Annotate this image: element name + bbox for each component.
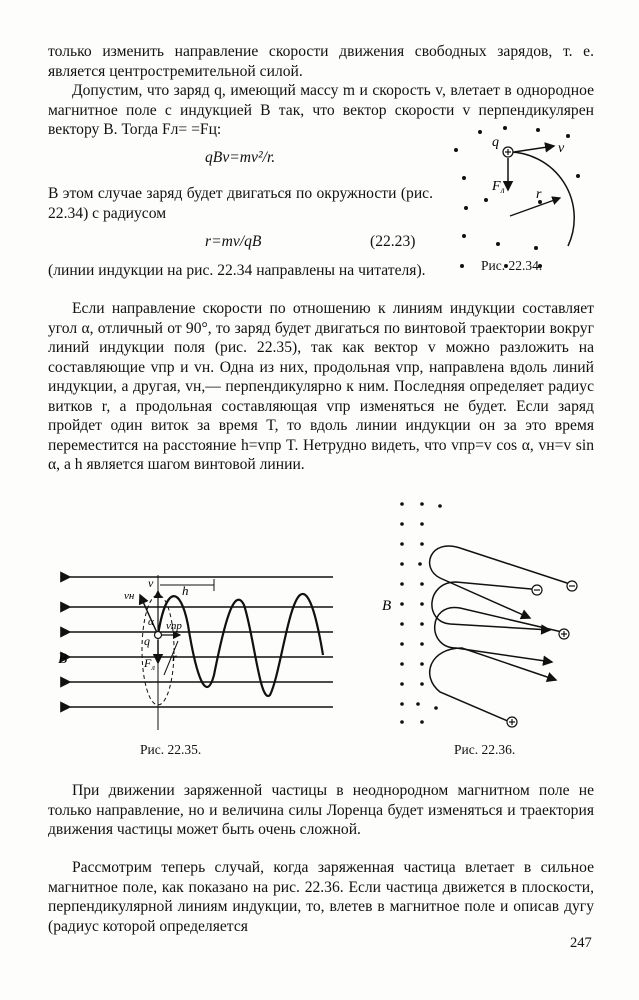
label-F: $F_л$ xyxy=(492,179,505,195)
paragraph-7: Рассмотрим теперь случай, когда заряженная частица влетает в сильное магнитное поле, как показано на рис. 22.36. Если частица движется в плоскости, перпендикулярной линиям индукции, то, влетев в магнитное поле и описав дугу (радиус которой определяется xyxy=(48,859,594,935)
figure-22-35 xyxy=(48,565,338,740)
figure-22-34 xyxy=(440,118,600,278)
charge-icon xyxy=(155,632,162,639)
label-vn: vн xyxy=(124,590,135,602)
equation-radius: r=mv/qB xyxy=(205,233,262,250)
velocity-vector xyxy=(140,595,158,635)
field-dots xyxy=(400,502,442,724)
label-F: $F_л$ xyxy=(144,656,155,672)
paragraph-3: В этом случае заряд будет двигаться по окружности (рис. 22.34) с радиусом xyxy=(48,185,433,222)
label-q: q xyxy=(492,135,499,150)
induction-lines xyxy=(70,577,333,707)
label-B: B xyxy=(382,598,392,614)
figure-22-36 xyxy=(380,498,590,738)
page-number: 247 xyxy=(570,935,592,951)
paragraph-4: (линии индукции на рис. 22.34 направлены на читателя). xyxy=(48,262,426,279)
label-v: v xyxy=(148,576,154,590)
label-r: r xyxy=(536,187,542,202)
label-B: B xyxy=(58,651,68,667)
paragraph-2: Допустим, что заряд q, имеющий массу m и скорость v, влетает в однородное магнитное поле с индукцией B так, что вектор скорости v перпендикулярен вектору B. Тогда Fл= =Fц: xyxy=(48,82,594,138)
trajectories xyxy=(430,546,570,722)
equation-number: (22.23) xyxy=(370,233,416,250)
caption-22-35: Рис. 22.35. xyxy=(140,742,202,757)
caption-22-36: Рис. 22.36. xyxy=(454,742,516,757)
figure-22-34-drawing xyxy=(440,118,600,278)
label-alpha: α xyxy=(148,616,154,628)
radius-vector xyxy=(510,198,560,216)
paragraph-1: только изменить направление скорости движения свободных зарядов, т. е. является центростремительной силой. xyxy=(48,43,594,80)
label-v: v xyxy=(558,141,565,156)
label-q: q xyxy=(144,634,150,648)
figure-22-36-drawing xyxy=(380,498,590,738)
equation-lorentz-centripetal: qBv=mv²/r. xyxy=(205,149,276,166)
velocity-vector xyxy=(514,146,554,152)
label-r: r xyxy=(172,650,177,664)
figure-22-35-drawing xyxy=(48,565,338,740)
label-h: h xyxy=(182,583,189,598)
caption-22-34: Рис. 22.34. xyxy=(481,258,543,273)
label-vpr: vпр xyxy=(166,620,182,632)
paragraph-5: Если направление скорости по отношению к линиям индукции составляет угол α, отличный от 90°, то заряд будет двигаться по винтовой траектории вокруг линий индукции поля (рис. 22.35), так как вектор v можно разложить на составляющие vпр и vн. Одна из них, продольная vпр, направлена вдоль линий индукции, а другая, vн,— перпендикулярно к ним. Последняя определяет радиус витков r, а продольная составляющая vпр изменяться не будет. Если заряд пройдет один виток за время T, то вдоль линии индукции он за это время переместится на расстояние h=vпр T. Нетрудно видеть, что vпр=v cos α, vн=v sin α, а h является шагом винтовой линии. xyxy=(48,300,594,473)
paragraph-6: При движении заряженной частицы в неоднородном магнитном поле не только направление, но и величина силы Лоренца будет изменяться и траектория движения частицы может быть очень сложной. xyxy=(48,782,594,838)
charges xyxy=(507,581,577,727)
helical-trajectory xyxy=(158,594,323,696)
